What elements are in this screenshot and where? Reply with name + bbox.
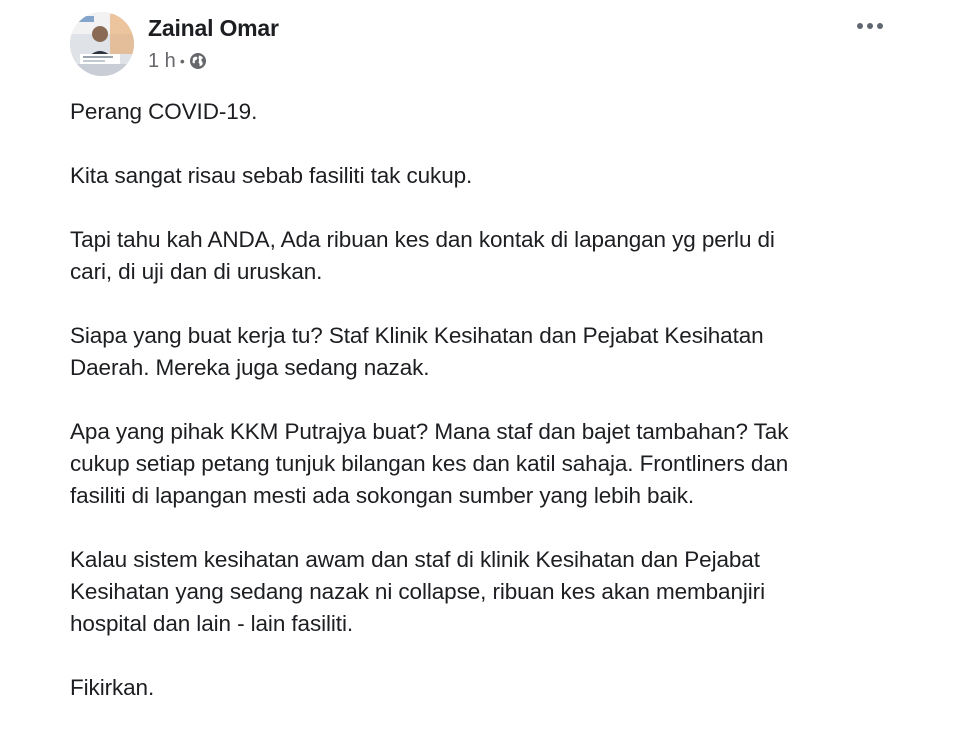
post-body <box>70 96 900 736</box>
post-paragraph: Siapa yang buat kerja tu? Staf Klinik Kesihatan dan Pejabat Kesihatan Daerah. Mereka juga sedang nazak. <box>70 323 764 380</box>
post-timestamp[interactable]: 1 h <box>148 49 176 72</box>
more-options-button[interactable] <box>850 14 890 38</box>
post-paragraph: Tapi tahu kah ANDA, Ada ribuan kes dan kontak di lapangan yg perlu di cari, di uji dan di uruskan. <box>70 227 775 284</box>
post-paragraph: Kita sangat risau sebab fasiliti tak cukup. <box>70 163 473 188</box>
post-paragraph: Kalau sistem kesihatan awam dan staf di klinik Kesihatan dan Pejabat Kesihatan yang sedang nazak ni collapse, ribuan kes akan membanjiri hospital dan lain - lain fasiliti. <box>70 547 765 636</box>
post-paragraph: Fikirkan. <box>70 675 155 700</box>
more-horizontal-icon <box>877 23 883 29</box>
post-header <box>70 12 890 76</box>
globe-icon[interactable] <box>189 52 207 70</box>
post-paragraph: Perang COVID-19. <box>70 99 258 124</box>
post-paragraph: Apa yang pihak KKM Putrajya buat? Mana staf dan bajet tambahan? Tak cukup setiap petang tunjuk bilangan kes dan katil sahaja. Frontliners dan fasiliti di lapangan mesti ada sokongan sumber yang lebih baik. <box>70 419 789 508</box>
more-horizontal-icon <box>867 23 873 29</box>
avatar[interactable] <box>70 12 134 76</box>
post-meta <box>148 48 207 74</box>
author-name[interactable]: Zainal Omar <box>148 15 279 41</box>
more-horizontal-icon <box>857 23 863 29</box>
meta-separator: • <box>179 53 185 69</box>
profile-avatar-image <box>70 12 134 76</box>
